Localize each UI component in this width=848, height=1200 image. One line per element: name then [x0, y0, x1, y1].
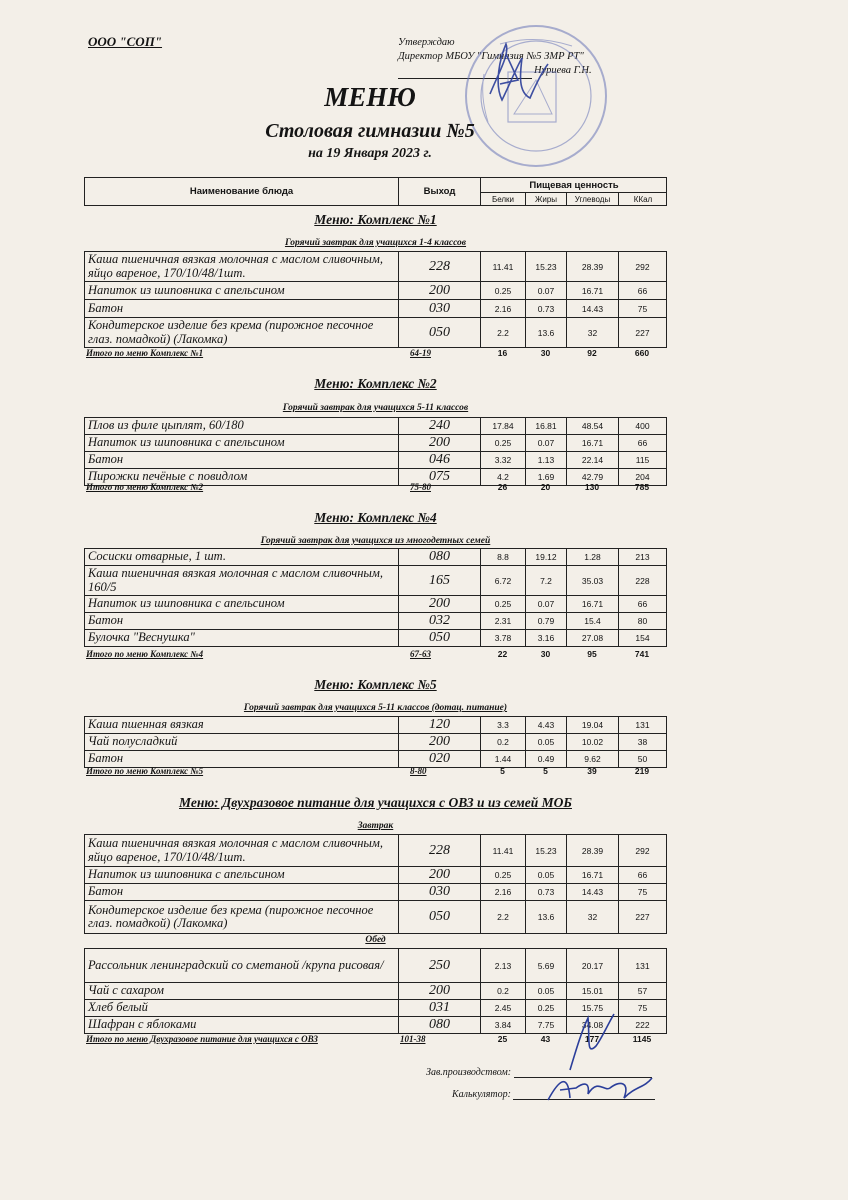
dish-vyhod: 200 [399, 734, 481, 751]
dish-carbs: 16.71 [567, 596, 619, 613]
dish-kcal: 213 [619, 549, 667, 566]
table-row [85, 549, 667, 566]
dish-fat: 0.49 [526, 751, 567, 768]
dish-name: Батон [85, 613, 399, 630]
group-subtitle: Завтрак [357, 821, 394, 831]
dish-carbs: 1.28 [567, 549, 619, 566]
production-label: Зав.производством: [426, 1067, 512, 1078]
dish-vyhod: 046 [399, 452, 481, 469]
dish-carbs: 42.79 [567, 469, 619, 486]
table-row [85, 949, 667, 983]
total-label: Итого по меню Комплекс №1 [86, 348, 204, 358]
dish-protein: 11.41 [481, 835, 526, 867]
total-label: Итого по меню Комплекс №5 [86, 766, 204, 776]
dish-vyhod: 165 [399, 566, 481, 596]
dish-vyhod: 075 [399, 469, 481, 486]
total-carbs: 130 [584, 482, 600, 492]
dish-name: Кондитерское изделие без крема (пирожное песочное глаз. помадкой) (Лакомка) [85, 901, 399, 934]
page-title: МЕНЮ [324, 82, 416, 112]
table-row [85, 835, 667, 867]
dish-kcal: 66 [619, 596, 667, 613]
dish-vyhod: 031 [399, 1000, 481, 1017]
table-row [85, 717, 667, 734]
header-kcal: ККал [633, 195, 653, 204]
approval-line-1: Утверждаю [398, 37, 455, 48]
dish-vyhod: 050 [399, 630, 481, 647]
dish-protein: 0.25 [481, 435, 526, 452]
dish-table [84, 417, 667, 486]
dish-kcal: 75 [619, 300, 667, 318]
dish-fat: 0.07 [526, 282, 567, 300]
dish-fat: 0.79 [526, 613, 567, 630]
dish-kcal: 57 [619, 983, 667, 1000]
dish-vyhod: 228 [399, 835, 481, 867]
group-subtitle: Горячий завтрак для учащихся 1-4 классов [284, 238, 467, 248]
dish-protein: 1.44 [481, 751, 526, 768]
table-row [85, 884, 667, 901]
dish-kcal: 131 [619, 949, 667, 983]
dish-fat: 0.07 [526, 435, 567, 452]
header-nutrition: Пищевая ценность [481, 178, 667, 193]
section-total-row [84, 348, 667, 361]
dish-kcal: 38 [619, 734, 667, 751]
dish-fat: 16.81 [526, 418, 567, 435]
dish-vyhod: 050 [399, 318, 481, 348]
dish-name: Рассольник ленинградский со сметаной /крупа рисовая/ [85, 949, 399, 983]
dish-name: Каша пшеничная вязкая молочная с маслом сливочным, яйцо вареное, 170/10/48/1шт. [85, 252, 399, 282]
dish-protein: 2.2 [481, 318, 526, 348]
dish-carbs: 16.71 [567, 282, 619, 300]
table-header [84, 177, 667, 206]
total-protein: 5 [500, 766, 505, 776]
dish-name: Чай с сахаром [85, 983, 399, 1000]
total-protein: 26 [497, 482, 508, 492]
dish-carbs: 20.17 [567, 949, 619, 983]
total-kcal: 741 [634, 649, 650, 659]
dish-fat: 0.73 [526, 884, 567, 901]
total-price: 8-80 [410, 766, 427, 776]
dish-kcal: 204 [619, 469, 667, 486]
header-protein: Белки [481, 193, 526, 206]
total-signature [560, 1010, 620, 1080]
dish-protein: 2.45 [481, 1000, 526, 1017]
dish-vyhod: 032 [399, 613, 481, 630]
table-row [85, 751, 667, 768]
dish-carbs: 15.01 [567, 983, 619, 1000]
dish-protein: 0.2 [481, 983, 526, 1000]
dish-fat: 0.05 [526, 734, 567, 751]
total-label: Итого по меню Комплекс №2 [86, 482, 204, 492]
dish-name: Шафран с яблоками [85, 1017, 399, 1034]
section-total-row [84, 649, 667, 662]
dish-fat: 3.16 [526, 630, 567, 647]
dish-carbs: 28.39 [567, 252, 619, 282]
dish-kcal: 222 [619, 1017, 667, 1034]
dish-carbs: 34.08 [567, 1017, 619, 1034]
dish-carbs: 10.02 [567, 734, 619, 751]
dish-name: Батон [85, 452, 399, 469]
total-kcal: 1145 [632, 1034, 652, 1044]
total-fat: 20 [540, 482, 551, 492]
dish-fat: 5.69 [526, 949, 567, 983]
dish-name: Сосиски отварные, 1 шт. [85, 549, 399, 566]
dish-protein: 3.32 [481, 452, 526, 469]
organization-name: ООО "СОП" [88, 34, 163, 49]
dish-vyhod: 200 [399, 867, 481, 884]
dish-carbs: 28.39 [567, 835, 619, 867]
dish-protein: 3.78 [481, 630, 526, 647]
total-fat: 30 [540, 649, 551, 659]
total-carbs: 95 [587, 649, 597, 659]
dish-protein: 8.8 [481, 549, 526, 566]
total-fat: 30 [540, 348, 551, 358]
dish-protein: 17.84 [481, 418, 526, 435]
dish-kcal: 227 [619, 901, 667, 934]
group-subtitle: Горячий завтрак для учащихся 5-11 классов (дотац. питание) [243, 703, 508, 713]
table-row [85, 452, 667, 469]
table-row [85, 566, 667, 596]
group-subtitle: Горячий завтрак для учащихся 5-11 классов [282, 403, 469, 413]
table-row [85, 318, 667, 348]
dish-carbs: 48.54 [567, 418, 619, 435]
dish-fat: 4.43 [526, 717, 567, 734]
total-kcal: 785 [634, 482, 650, 492]
dish-carbs: 14.43 [567, 300, 619, 318]
total-label: Итого по меню Двухразовое питание для учащихся с ОВЗ [86, 1034, 318, 1044]
dish-fat: 0.05 [526, 867, 567, 884]
dish-kcal: 115 [619, 452, 667, 469]
dish-name: Пирожки печёные с повидлом [85, 469, 399, 486]
dish-protein: 11.41 [481, 252, 526, 282]
dish-kcal: 154 [619, 630, 667, 647]
dish-carbs: 27.08 [567, 630, 619, 647]
dish-name: Батон [85, 884, 399, 901]
table-row [85, 613, 667, 630]
section-title: Меню: Комплекс №1 [314, 212, 437, 227]
calculator-label: Калькулятор: [452, 1089, 511, 1100]
dish-kcal: 66 [619, 867, 667, 884]
dish-protein: 0.25 [481, 596, 526, 613]
dish-protein: 0.25 [481, 282, 526, 300]
dish-protein: 2.2 [481, 901, 526, 934]
dish-vyhod: 080 [399, 1017, 481, 1034]
dish-vyhod: 240 [399, 418, 481, 435]
dish-name: Напиток из шиповника с апельсином [85, 867, 399, 884]
dish-fat: 19.12 [526, 549, 567, 566]
dish-name: Напиток из шиповника с апельсином [85, 596, 399, 613]
dish-kcal: 228 [619, 566, 667, 596]
dish-table [84, 548, 667, 647]
dish-carbs: 16.71 [567, 435, 619, 452]
dish-name: Хлеб белый [85, 1000, 399, 1017]
dish-kcal: 292 [619, 252, 667, 282]
section-total-row [84, 482, 667, 495]
dish-carbs: 22.14 [567, 452, 619, 469]
dish-name: Напиток из шиповника с апельсином [85, 435, 399, 452]
dish-fat: 13.6 [526, 901, 567, 934]
dish-name: Батон [85, 300, 399, 318]
dish-fat: 13.6 [526, 318, 567, 348]
dish-kcal: 75 [619, 884, 667, 901]
total-fat: 43 [540, 1034, 551, 1044]
table-row [85, 252, 667, 282]
dish-protein: 2.13 [481, 949, 526, 983]
section-title: Меню: Двухразовое питание для учащихся с ОВЗ и из семей МОБ [179, 795, 572, 810]
dish-name: Каша пшеничная вязкая молочная с маслом сливочным, яйцо вареное, 170/10/48/1шт. [85, 835, 399, 867]
dish-vyhod: 030 [399, 300, 481, 318]
table-row [85, 418, 667, 435]
dish-name: Каша пшеничная вязкая молочная с маслом сливочным, 160/5 [85, 566, 399, 596]
dish-kcal: 75 [619, 1000, 667, 1017]
dish-protein: 2.31 [481, 613, 526, 630]
table-row [85, 282, 667, 300]
header-carbs: Углеводы [567, 193, 619, 206]
dish-vyhod: 120 [399, 717, 481, 734]
total-protein: 16 [497, 348, 508, 358]
dish-fat: 7.2 [526, 566, 567, 596]
dish-protein: 2.16 [481, 884, 526, 901]
dish-carbs: 35.03 [567, 566, 619, 596]
dish-protein: 6.72 [481, 566, 526, 596]
dish-vyhod: 030 [399, 884, 481, 901]
dish-fat: 15.23 [526, 252, 567, 282]
total-label: Итого по меню Комплекс №4 [86, 649, 204, 659]
dish-carbs: 16.71 [567, 867, 619, 884]
dish-fat: 1.69 [526, 469, 567, 486]
table-row [85, 901, 667, 934]
dish-carbs: 19.04 [567, 717, 619, 734]
dish-carbs: 15.75 [567, 1000, 619, 1017]
dish-vyhod: 200 [399, 435, 481, 452]
dish-vyhod: 020 [399, 751, 481, 768]
total-carbs: 39 [587, 766, 597, 776]
dish-vyhod: 050 [399, 901, 481, 934]
dish-kcal: 50 [619, 751, 667, 768]
menu-date: на 19 Января 2023 г. [308, 146, 432, 161]
dish-vyhod: 200 [399, 596, 481, 613]
dish-fat: 15.23 [526, 835, 567, 867]
section-title: Меню: Комплекс №4 [314, 510, 437, 525]
dish-vyhod: 200 [399, 983, 481, 1000]
dish-fat: 0.05 [526, 983, 567, 1000]
dish-vyhod: 228 [399, 252, 481, 282]
director-name: Нуриева Г.Н. [534, 65, 592, 76]
dish-kcal: 227 [619, 318, 667, 348]
dish-kcal: 400 [619, 418, 667, 435]
dish-carbs: 9.62 [567, 751, 619, 768]
total-kcal: 219 [634, 766, 650, 776]
total-price: 75-80 [410, 482, 431, 492]
table-row [85, 983, 667, 1000]
dish-fat: 7.75 [526, 1017, 567, 1034]
dish-name: Каша пшенная вязкая [85, 717, 399, 734]
dish-name: Напиток из шиповника с апельсином [85, 282, 399, 300]
table-row [85, 867, 667, 884]
group-subtitle: Обед [365, 935, 386, 945]
total-price: 67-63 [410, 649, 431, 659]
dish-carbs: 32 [567, 901, 619, 934]
table-row [85, 596, 667, 613]
approval-line-2: Директор МБОУ "Гимназия №5 ЗМР РТ" [398, 51, 584, 62]
dish-table [84, 716, 667, 768]
dish-table [84, 251, 667, 348]
section-total-row [84, 766, 667, 779]
total-fat: 5 [543, 766, 548, 776]
dish-vyhod: 080 [399, 549, 481, 566]
header-vyhod: Выход [399, 178, 481, 205]
dish-name: Чай полусладкий [85, 734, 399, 751]
table-row [85, 734, 667, 751]
dish-fat: 1.13 [526, 452, 567, 469]
canteen-title: Столовая гимназии №5 [265, 120, 475, 142]
dish-carbs: 15.4 [567, 613, 619, 630]
dish-name: Кондитерское изделие без крема (пирожное песочное глаз. помадкой) (Лакомка) [85, 318, 399, 348]
dish-kcal: 66 [619, 435, 667, 452]
total-protein: 22 [497, 649, 508, 659]
section-title: Меню: Комплекс №5 [314, 677, 437, 692]
total-protein: 25 [497, 1034, 508, 1044]
total-carbs: 92 [587, 348, 597, 358]
table-row [85, 630, 667, 647]
total-price: 101-38 [400, 1034, 426, 1044]
section-title: Меню: Комплекс №2 [314, 376, 437, 391]
dish-name: Батон [85, 751, 399, 768]
total-carbs: 177 [584, 1034, 600, 1044]
group-subtitle: Горячий завтрак для учащихся из многодетных семей [260, 536, 491, 546]
dish-kcal: 80 [619, 613, 667, 630]
header-dish-name: Наименование блюда [85, 178, 399, 205]
dish-name: Булочка "Веснушка" [85, 630, 399, 647]
dish-table [84, 834, 667, 934]
table-row [85, 435, 667, 452]
dish-protein: 4.2 [481, 469, 526, 486]
dish-protein: 3.3 [481, 717, 526, 734]
dish-name: Плов из филе цыплят, 60/180 [85, 418, 399, 435]
dish-fat: 0.73 [526, 300, 567, 318]
dish-protein: 3.84 [481, 1017, 526, 1034]
dish-protein: 0.2 [481, 734, 526, 751]
dish-kcal: 131 [619, 717, 667, 734]
dish-kcal: 66 [619, 282, 667, 300]
dish-vyhod: 200 [399, 282, 481, 300]
dish-protein: 2.16 [481, 300, 526, 318]
table-row [85, 300, 667, 318]
total-kcal: 660 [634, 348, 650, 358]
dish-vyhod: 250 [399, 949, 481, 983]
header-fat: Жиры [526, 193, 567, 206]
dish-kcal: 292 [619, 835, 667, 867]
dish-carbs: 14.43 [567, 884, 619, 901]
dish-carbs: 32 [567, 318, 619, 348]
dish-protein: 0.25 [481, 867, 526, 884]
total-price: 64-19 [410, 348, 431, 358]
dish-fat: 0.25 [526, 1000, 567, 1017]
dish-fat: 0.07 [526, 596, 567, 613]
